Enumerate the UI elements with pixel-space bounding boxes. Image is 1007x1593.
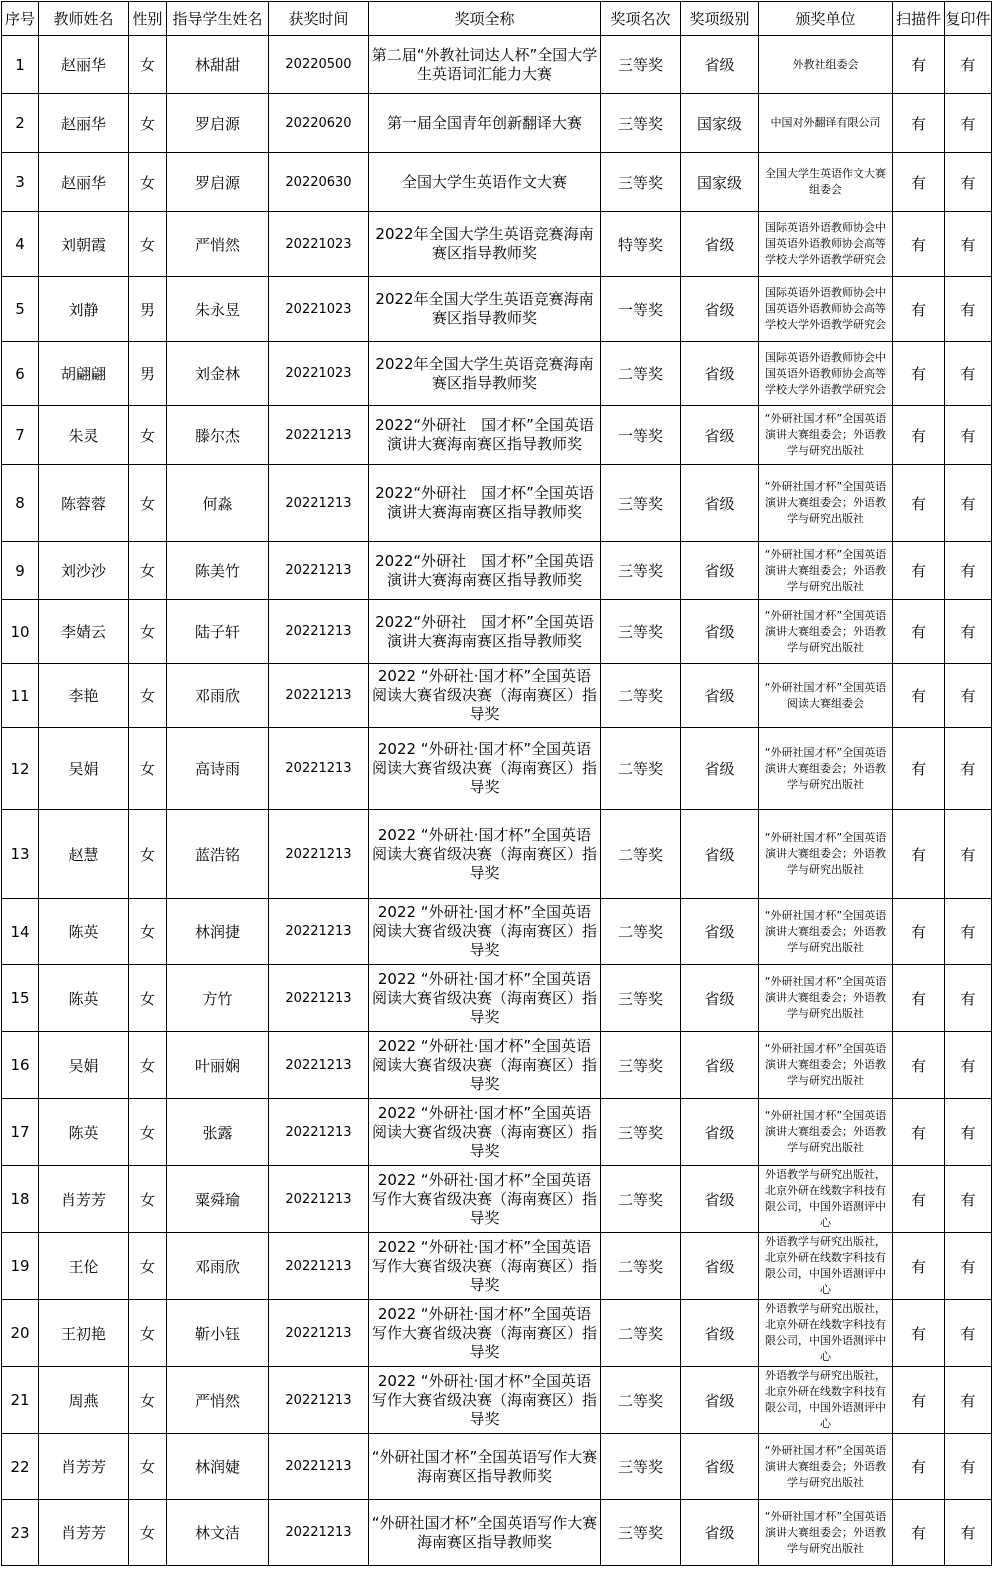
award-name: 第二届“外教社词达人杯”全国大学生英语词汇能力大赛 xyxy=(369,36,601,94)
award-rank: 一等奖 xyxy=(601,277,681,342)
gender: 女 xyxy=(129,1032,167,1099)
table-row xyxy=(2,542,992,600)
award-issuer: “外研社国才杯”全国英语演讲大赛组委会；外语教学与研究出版社 xyxy=(759,542,893,600)
award-name: 2022 “外研社·国才杯”全国英语阅读大赛省级决赛（海南赛区）指导奖 xyxy=(369,965,601,1032)
award-rank: 二等奖 xyxy=(601,1166,681,1233)
award-level: 省级 xyxy=(681,1032,759,1099)
award-rank: 三等奖 xyxy=(601,965,681,1032)
award-name: 2022“外研社 国才杯”全国英语演讲大赛海南赛区指导教师奖 xyxy=(369,406,601,465)
award-rank: 特等奖 xyxy=(601,212,681,277)
award-issuer: 全国大学生英语作文大赛组委会 xyxy=(759,153,893,212)
award-rank: 二等奖 xyxy=(601,664,681,728)
award-issuer: 外语教学与研究出版社，北京外研在线数字科技有限公司，中国外语测评中心 xyxy=(759,1300,893,1367)
row-number: 8 xyxy=(2,465,39,542)
gender: 女 xyxy=(129,899,167,965)
award-issuer: 国际英语外语教师协会中国英语外语教师协会高等学校大学外语教学研究会 xyxy=(759,277,893,342)
award-level: 省级 xyxy=(681,600,759,664)
gender: 女 xyxy=(129,36,167,94)
award-date: 20221213 xyxy=(269,728,369,810)
teacher-name: 朱灵 xyxy=(39,406,129,465)
student-name: 刘金林 xyxy=(167,342,269,406)
award-date: 20221213 xyxy=(269,899,369,965)
teacher-name: 王伦 xyxy=(39,1233,129,1300)
scan-copy-status: 有 xyxy=(893,1099,945,1166)
award-date: 20221213 xyxy=(269,542,369,600)
student-name: 严悄然 xyxy=(167,212,269,277)
award-rank: 二等奖 xyxy=(601,810,681,899)
award-issuer: 国际英语外语教师协会中国英语外语教师协会高等学校大学外语教学研究会 xyxy=(759,212,893,277)
award-date: 20221023 xyxy=(269,277,369,342)
row-number: 20 xyxy=(2,1300,39,1367)
row-number: 7 xyxy=(2,406,39,465)
row-number: 18 xyxy=(2,1166,39,1233)
award-issuer: “外研社国才杯”全国英语演讲大赛组委会；外语教学与研究出版社 xyxy=(759,406,893,465)
award-rank: 二等奖 xyxy=(601,899,681,965)
award-rank: 一等奖 xyxy=(601,406,681,465)
header-copy: 复印件 xyxy=(945,2,992,36)
table-row xyxy=(2,810,992,899)
table-row xyxy=(2,1099,992,1166)
teacher-name: 肖芳芳 xyxy=(39,1166,129,1233)
header-issuer: 颁奖单位 xyxy=(759,2,893,36)
table-row xyxy=(2,36,992,94)
photocopy-status: 有 xyxy=(945,1434,992,1500)
row-number: 9 xyxy=(2,542,39,600)
award-date: 20221213 xyxy=(269,1233,369,1300)
table-row xyxy=(2,1434,992,1500)
student-name: 林润捷 xyxy=(167,899,269,965)
award-rank: 三等奖 xyxy=(601,94,681,153)
scan-copy-status: 有 xyxy=(893,1166,945,1233)
table-row xyxy=(2,1500,992,1566)
gender: 女 xyxy=(129,1367,167,1434)
award-date: 20221213 xyxy=(269,600,369,664)
teacher-name: 刘朝霞 xyxy=(39,212,129,277)
award-level: 省级 xyxy=(681,212,759,277)
award-rank: 三等奖 xyxy=(601,36,681,94)
photocopy-status: 有 xyxy=(945,728,992,810)
header-student: 指导学生姓名 xyxy=(167,2,269,36)
gender: 女 xyxy=(129,153,167,212)
scan-copy-status: 有 xyxy=(893,1367,945,1434)
teacher-name: 刘沙沙 xyxy=(39,542,129,600)
photocopy-status: 有 xyxy=(945,600,992,664)
scan-copy-status: 有 xyxy=(893,1300,945,1367)
table-row xyxy=(2,212,992,277)
awards-table xyxy=(1,1,992,1566)
teacher-name: 陈蓉蓉 xyxy=(39,465,129,542)
scan-copy-status: 有 xyxy=(893,1032,945,1099)
award-issuer: “外研社国才杯”全国英语阅读大赛组委会 xyxy=(759,664,893,728)
gender: 女 xyxy=(129,600,167,664)
student-name: 朱永昱 xyxy=(167,277,269,342)
photocopy-status: 有 xyxy=(945,1233,992,1300)
scan-copy-status: 有 xyxy=(893,277,945,342)
award-name: 全国大学生英语作文大赛 xyxy=(369,153,601,212)
award-issuer: “外研社国才杯”全国英语演讲大赛组委会；外语教学与研究出版社 xyxy=(759,965,893,1032)
gender: 女 xyxy=(129,406,167,465)
photocopy-status: 有 xyxy=(945,965,992,1032)
award-name: 2022年全国大学生英语竞赛海南赛区指导教师奖 xyxy=(369,342,601,406)
table-row xyxy=(2,465,992,542)
table-row xyxy=(2,153,992,212)
student-name: 邓雨欣 xyxy=(167,1233,269,1300)
row-number: 6 xyxy=(2,342,39,406)
award-issuer: “外研社国才杯”全国英语演讲大赛组委会；外语教学与研究出版社 xyxy=(759,1032,893,1099)
award-issuer: “外研社国才杯”全国英语演讲大赛组委会；外语教学与研究出版社 xyxy=(759,600,893,664)
award-date: 20221213 xyxy=(269,1099,369,1166)
scan-copy-status: 有 xyxy=(893,542,945,600)
row-number: 14 xyxy=(2,899,39,965)
award-name: 2022 “外研社·国才杯”全国英语阅读大赛省级决赛（海南赛区）指导奖 xyxy=(369,1032,601,1099)
award-rank: 三等奖 xyxy=(601,1500,681,1566)
scan-copy-status: 有 xyxy=(893,212,945,277)
student-name: 高诗雨 xyxy=(167,728,269,810)
photocopy-status: 有 xyxy=(945,1300,992,1367)
row-number: 21 xyxy=(2,1367,39,1434)
header-level: 奖项级别 xyxy=(681,2,759,36)
award-name: 2022 “外研社·国才杯”全国英语写作大赛省级决赛（海南赛区）指导奖 xyxy=(369,1300,601,1367)
award-issuer: 外语教学与研究出版社，北京外研在线数字科技有限公司，中国外语测评中心 xyxy=(759,1166,893,1233)
award-rank: 二等奖 xyxy=(601,728,681,810)
award-name: 2022 “外研社·国才杯”全国英语写作大赛省级决赛（海南赛区）指导奖 xyxy=(369,1166,601,1233)
award-level: 省级 xyxy=(681,277,759,342)
header-award: 奖项全称 xyxy=(369,2,601,36)
gender: 女 xyxy=(129,728,167,810)
award-level: 国家级 xyxy=(681,153,759,212)
award-rank: 三等奖 xyxy=(601,542,681,600)
award-rank: 三等奖 xyxy=(601,1434,681,1500)
row-number: 17 xyxy=(2,1099,39,1166)
student-name: 张露 xyxy=(167,1099,269,1166)
award-date: 20221213 xyxy=(269,1500,369,1566)
award-level: 省级 xyxy=(681,728,759,810)
award-date: 20221023 xyxy=(269,342,369,406)
teacher-name: 王初艳 xyxy=(39,1300,129,1367)
student-name: 方竹 xyxy=(167,965,269,1032)
row-number: 4 xyxy=(2,212,39,277)
award-rank: 二等奖 xyxy=(601,1300,681,1367)
header-no: 序号 xyxy=(2,2,39,36)
scan-copy-status: 有 xyxy=(893,153,945,212)
student-name: 何淼 xyxy=(167,465,269,542)
row-number: 23 xyxy=(2,1500,39,1566)
award-date: 20221213 xyxy=(269,1300,369,1367)
photocopy-status: 有 xyxy=(945,810,992,899)
award-rank: 三等奖 xyxy=(601,600,681,664)
gender: 女 xyxy=(129,212,167,277)
table-row xyxy=(2,600,992,664)
photocopy-status: 有 xyxy=(945,1166,992,1233)
award-level: 省级 xyxy=(681,1500,759,1566)
photocopy-status: 有 xyxy=(945,342,992,406)
scan-copy-status: 有 xyxy=(893,1233,945,1300)
scan-copy-status: 有 xyxy=(893,965,945,1032)
student-name: 林文洁 xyxy=(167,1500,269,1566)
student-name: 靳小钰 xyxy=(167,1300,269,1367)
row-number: 10 xyxy=(2,600,39,664)
award-name: 2022“外研社 国才杯”全国英语演讲大赛海南赛区指导教师奖 xyxy=(369,542,601,600)
gender: 女 xyxy=(129,810,167,899)
award-issuer: “外研社国才杯”全国英语演讲大赛组委会；外语教学与研究出版社 xyxy=(759,1434,893,1500)
teacher-name: 刘静 xyxy=(39,277,129,342)
table-row xyxy=(2,1300,992,1367)
teacher-name: 吴娟 xyxy=(39,1032,129,1099)
scan-copy-status: 有 xyxy=(893,465,945,542)
row-number: 16 xyxy=(2,1032,39,1099)
student-name: 罗启源 xyxy=(167,94,269,153)
award-issuer: “外研社国才杯”全国英语演讲大赛组委会；外语教学与研究出版社 xyxy=(759,899,893,965)
row-number: 1 xyxy=(2,36,39,94)
photocopy-status: 有 xyxy=(945,277,992,342)
award-level: 省级 xyxy=(681,1233,759,1300)
table-row xyxy=(2,899,992,965)
photocopy-status: 有 xyxy=(945,899,992,965)
award-date: 20221213 xyxy=(269,810,369,899)
award-level: 省级 xyxy=(681,899,759,965)
teacher-name: 陈英 xyxy=(39,965,129,1032)
gender: 女 xyxy=(129,1434,167,1500)
award-name: 2022 “外研社·国才杯”全国英语阅读大赛省级决赛（海南赛区）指导奖 xyxy=(369,899,601,965)
photocopy-status: 有 xyxy=(945,36,992,94)
gender: 女 xyxy=(129,542,167,600)
gender: 女 xyxy=(129,1500,167,1566)
scan-copy-status: 有 xyxy=(893,94,945,153)
photocopy-status: 有 xyxy=(945,542,992,600)
gender: 女 xyxy=(129,965,167,1032)
row-number: 3 xyxy=(2,153,39,212)
table-row xyxy=(2,1233,992,1300)
student-name: 粟舜瑜 xyxy=(167,1166,269,1233)
gender: 女 xyxy=(129,1300,167,1367)
teacher-name: 肖芳芳 xyxy=(39,1434,129,1500)
row-number: 5 xyxy=(2,277,39,342)
award-name: 第一届全国青年创新翻译大赛 xyxy=(369,94,601,153)
award-level: 省级 xyxy=(681,1434,759,1500)
award-issuer: “外研社国才杯”全国英语演讲大赛组委会；外语教学与研究出版社 xyxy=(759,810,893,899)
award-date: 20221213 xyxy=(269,965,369,1032)
photocopy-status: 有 xyxy=(945,1032,992,1099)
award-date: 20220630 xyxy=(269,153,369,212)
header-row xyxy=(2,2,992,36)
gender: 女 xyxy=(129,465,167,542)
row-number: 19 xyxy=(2,1233,39,1300)
table-row xyxy=(2,277,992,342)
header-scan: 扫描件 xyxy=(893,2,945,36)
teacher-name: 赵丽华 xyxy=(39,153,129,212)
scan-copy-status: 有 xyxy=(893,342,945,406)
award-issuer: “外研社国才杯”全国英语演讲大赛组委会；外语教学与研究出版社 xyxy=(759,1099,893,1166)
table-row xyxy=(2,728,992,810)
header-teacher: 教师姓名 xyxy=(39,2,129,36)
scan-copy-status: 有 xyxy=(893,664,945,728)
row-number: 15 xyxy=(2,965,39,1032)
row-number: 11 xyxy=(2,664,39,728)
table-row xyxy=(2,1032,992,1099)
scan-copy-status: 有 xyxy=(893,899,945,965)
award-name: 2022 “外研社·国才杯”全国英语阅读大赛省级决赛（海南赛区）指导奖 xyxy=(369,810,601,899)
gender: 男 xyxy=(129,342,167,406)
row-number: 22 xyxy=(2,1434,39,1500)
table-row xyxy=(2,94,992,153)
teacher-name: 李婧云 xyxy=(39,600,129,664)
award-name: 2022年全国大学生英语竞赛海南赛区指导教师奖 xyxy=(369,212,601,277)
award-level: 省级 xyxy=(681,342,759,406)
award-date: 20221213 xyxy=(269,1166,369,1233)
award-level: 国家级 xyxy=(681,94,759,153)
photocopy-status: 有 xyxy=(945,1367,992,1434)
award-rank: 二等奖 xyxy=(601,1367,681,1434)
award-rank: 三等奖 xyxy=(601,153,681,212)
teacher-name: 李艳 xyxy=(39,664,129,728)
teacher-name: 赵丽华 xyxy=(39,94,129,153)
award-level: 省级 xyxy=(681,1367,759,1434)
photocopy-status: 有 xyxy=(945,153,992,212)
award-date: 20221023 xyxy=(269,212,369,277)
award-level: 省级 xyxy=(681,965,759,1032)
student-name: 陆子轩 xyxy=(167,600,269,664)
table-row xyxy=(2,342,992,406)
award-level: 省级 xyxy=(681,1166,759,1233)
award-date: 20220620 xyxy=(269,94,369,153)
student-name: 严悄然 xyxy=(167,1367,269,1434)
award-date: 20221213 xyxy=(269,664,369,728)
photocopy-status: 有 xyxy=(945,94,992,153)
award-issuer: 外语教学与研究出版社，北京外研在线数字科技有限公司，中国外语测评中心 xyxy=(759,1367,893,1434)
award-name: “外研社国才杯”全国英语写作大赛海南赛区指导教师奖 xyxy=(369,1434,601,1500)
teacher-name: 赵丽华 xyxy=(39,36,129,94)
award-level: 省级 xyxy=(681,1300,759,1367)
award-name: 2022 “外研社·国才杯”全国英语阅读大赛省级决赛（海南赛区）指导奖 xyxy=(369,664,601,728)
table-row xyxy=(2,1367,992,1434)
scan-copy-status: 有 xyxy=(893,1434,945,1500)
scan-copy-status: 有 xyxy=(893,406,945,465)
student-name: 陈美竹 xyxy=(167,542,269,600)
award-level: 省级 xyxy=(681,465,759,542)
award-date: 20221213 xyxy=(269,1367,369,1434)
header-date: 获奖时间 xyxy=(269,2,369,36)
award-level: 省级 xyxy=(681,664,759,728)
award-issuer: 外教社组委会 xyxy=(759,36,893,94)
award-name: “外研社国才杯”全国英语写作大赛海南赛区指导教师奖 xyxy=(369,1500,601,1566)
award-date: 20221213 xyxy=(269,1032,369,1099)
scan-copy-status: 有 xyxy=(893,810,945,899)
gender: 女 xyxy=(129,1166,167,1233)
award-issuer: “外研社国才杯”全国英语演讲大赛组委会；外语教学与研究出版社 xyxy=(759,728,893,810)
award-rank: 二等奖 xyxy=(601,1233,681,1300)
gender: 女 xyxy=(129,1099,167,1166)
award-level: 省级 xyxy=(681,1099,759,1166)
teacher-name: 周燕 xyxy=(39,1367,129,1434)
award-level: 省级 xyxy=(681,406,759,465)
table-row xyxy=(2,1166,992,1233)
header-gender: 性别 xyxy=(129,2,167,36)
table-row xyxy=(2,664,992,728)
award-name: 2022 “外研社·国才杯”全国英语写作大赛省级决赛（海南赛区）指导奖 xyxy=(369,1233,601,1300)
table-row xyxy=(2,406,992,465)
photocopy-status: 有 xyxy=(945,212,992,277)
student-name: 蓝浩铭 xyxy=(167,810,269,899)
row-number: 13 xyxy=(2,810,39,899)
student-name: 林润婕 xyxy=(167,1434,269,1500)
header-rank: 奖项名次 xyxy=(601,2,681,36)
award-level: 省级 xyxy=(681,810,759,899)
award-name: 2022“外研社 国才杯”全国英语演讲大赛海南赛区指导教师奖 xyxy=(369,465,601,542)
award-issuer: 外语教学与研究出版社，北京外研在线数字科技有限公司，中国外语测评中心 xyxy=(759,1233,893,1300)
student-name: 邓雨欣 xyxy=(167,664,269,728)
award-level: 省级 xyxy=(681,36,759,94)
award-date: 20220500 xyxy=(269,36,369,94)
row-number: 12 xyxy=(2,728,39,810)
scan-copy-status: 有 xyxy=(893,36,945,94)
gender: 男 xyxy=(129,277,167,342)
table-row xyxy=(2,965,992,1032)
teacher-name: 陈英 xyxy=(39,1099,129,1166)
teacher-name: 赵慧 xyxy=(39,810,129,899)
award-rank: 三等奖 xyxy=(601,1032,681,1099)
award-name: 2022 “外研社·国才杯”全国英语阅读大赛省级决赛（海南赛区）指导奖 xyxy=(369,728,601,810)
award-issuer: “外研社国才杯”全国英语演讲大赛组委会；外语教学与研究出版社 xyxy=(759,465,893,542)
row-number: 2 xyxy=(2,94,39,153)
award-rank: 二等奖 xyxy=(601,342,681,406)
photocopy-status: 有 xyxy=(945,664,992,728)
gender: 女 xyxy=(129,1233,167,1300)
award-rank: 三等奖 xyxy=(601,1099,681,1166)
award-name: 2022 “外研社·国才杯”全国英语写作大赛省级决赛（海南赛区）指导奖 xyxy=(369,1367,601,1434)
teacher-name: 胡翩翩 xyxy=(39,342,129,406)
award-date: 20221213 xyxy=(269,406,369,465)
student-name: 罗启源 xyxy=(167,153,269,212)
student-name: 林甜甜 xyxy=(167,36,269,94)
photocopy-status: 有 xyxy=(945,1500,992,1566)
award-rank: 三等奖 xyxy=(601,465,681,542)
scan-copy-status: 有 xyxy=(893,600,945,664)
scan-copy-status: 有 xyxy=(893,728,945,810)
student-name: 滕尔杰 xyxy=(167,406,269,465)
photocopy-status: 有 xyxy=(945,465,992,542)
teacher-name: 吴娟 xyxy=(39,728,129,810)
photocopy-status: 有 xyxy=(945,406,992,465)
award-level: 省级 xyxy=(681,542,759,600)
award-date: 20221213 xyxy=(269,465,369,542)
award-issuer: 国际英语外语教师协会中国英语外语教师协会高等学校大学外语教学研究会 xyxy=(759,342,893,406)
teacher-name: 肖芳芳 xyxy=(39,1500,129,1566)
student-name: 叶丽娴 xyxy=(167,1032,269,1099)
gender: 女 xyxy=(129,664,167,728)
award-name: 2022“外研社 国才杯”全国英语演讲大赛海南赛区指导教师奖 xyxy=(369,600,601,664)
photocopy-status: 有 xyxy=(945,1099,992,1166)
gender: 女 xyxy=(129,94,167,153)
teacher-name: 陈英 xyxy=(39,899,129,965)
scan-copy-status: 有 xyxy=(893,1500,945,1566)
award-issuer: 中国对外翻译有限公司 xyxy=(759,94,893,153)
award-date: 20221213 xyxy=(269,1434,369,1500)
award-name: 2022 “外研社·国才杯”全国英语阅读大赛省级决赛（海南赛区）指导奖 xyxy=(369,1099,601,1166)
award-issuer: “外研社国才杯”全国英语演讲大赛组委会；外语教学与研究出版社 xyxy=(759,1500,893,1566)
award-name: 2022年全国大学生英语竞赛海南赛区指导教师奖 xyxy=(369,277,601,342)
